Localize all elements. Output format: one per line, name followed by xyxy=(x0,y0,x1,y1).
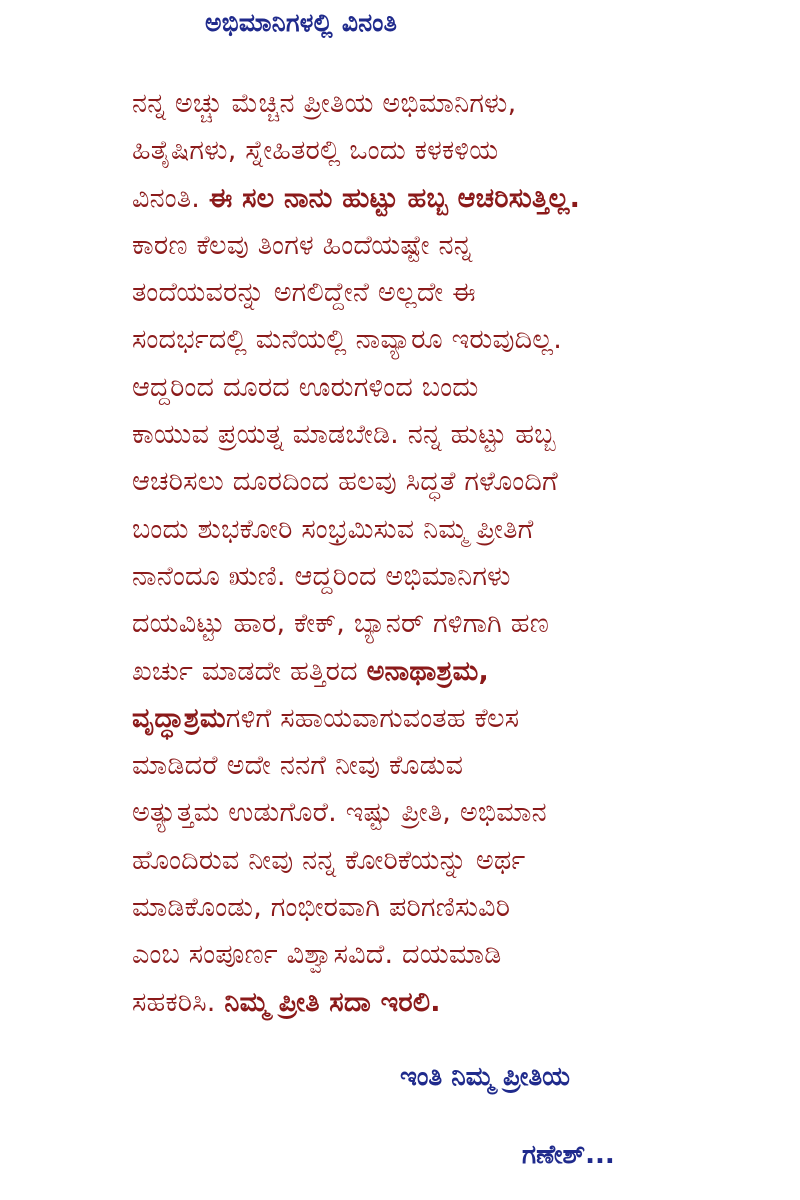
line-text: ಬಂದು ಶುಭಕೋರಿ ಸಂಭ್ರಮಿಸುವ ನಿಮ್ಮ ಪ್ರೀತಿಗೆ xyxy=(132,513,534,545)
letter-line xyxy=(132,506,772,553)
line-bold-text: ಈ ಸಲ ನಾನು ಹುಟ್ಟು ಹಬ್ಬ ಆಚರಿಸುತ್ತಿಲ್ಲ. xyxy=(208,182,581,214)
line-text: ಅತ್ಯುತ್ತಮ ಉಡುಗೊರೆ. ಇಷ್ಟು ಪ್ರೀತಿ, ಅಭಿಮಾನ xyxy=(132,797,547,829)
closing-line: ಇಂತಿ ನಿಮ್ಮ ಪ್ರೀತಿಯ xyxy=(400,1062,570,1092)
letter-line xyxy=(132,175,772,222)
letter-line xyxy=(132,884,772,931)
line-text-after: ಗಳಿಗೆ ಸಹಾಯವಾಗುವಂತಹ ಕೆಲಸ xyxy=(225,702,520,734)
letter-line xyxy=(132,269,772,316)
line-text: ಆಚರಿಸಲು ದೂರದಿಂದ ಹಲವು ಸಿದ್ಧತೆ ಗಳೊಂದಿಗೆ xyxy=(132,466,558,498)
letter-line xyxy=(132,789,772,836)
line-text: ಹೊಂದಿರುವ ನೀವು ನನ್ನ ಕೋರಿಕೆಯನ್ನು ಅರ್ಥ xyxy=(132,844,526,876)
letter-line xyxy=(132,600,772,647)
letter-line xyxy=(132,931,772,978)
letter-line xyxy=(132,411,772,458)
letter-line xyxy=(132,695,772,742)
letter-title: ಅಭಿಮಾನಿಗಳಲ್ಲಿ ವಿನಂತಿ xyxy=(205,8,398,37)
line-text: ಸಂದರ್ಭದಲ್ಲಿ ಮನೆಯಲ್ಲಿ ನಾವ್ಯಾರೂ ಇರುವುದಿಲ್ಲ. xyxy=(132,324,563,356)
line-bold-text: ನಿಮ್ಮ ಪ್ರೀತಿ ಸದಾ ಇರಲಿ. xyxy=(224,986,441,1018)
letter-line xyxy=(132,80,772,127)
letter-line xyxy=(132,222,772,269)
line-text: ತಂದೆಯವರನ್ನು ಅಗಲಿದ್ದೇನೆ ಅಲ್ಲದೇ ಈ xyxy=(132,277,476,309)
letter-line xyxy=(132,316,772,363)
line-bold-text: ಅನಾಥಾಶ್ರಮ, xyxy=(366,655,489,687)
letter-line xyxy=(132,979,772,1026)
line-text: ಮಾಡಿದರೆ ಅದೇ ನನಗೆ ನೀವು ಕೊಡುವ xyxy=(132,750,464,782)
line-bold-text: ವೃದ್ಧಾಶ್ರಮ xyxy=(132,702,226,734)
letter-line xyxy=(132,837,772,884)
line-text: ಮಾಡಿಕೊಂಡು, ಗಂಭೀರವಾಗಿ ಪರಿಗಣಿಸುವಿರಿ xyxy=(132,892,511,924)
letter-line xyxy=(132,742,772,789)
letter-line xyxy=(132,364,772,411)
letter-line xyxy=(132,648,772,695)
line-text: ನಾನೆಂದೂ ಋಣಿ. ಆದ್ದರಿಂದ ಅಭಿಮಾನಿಗಳು xyxy=(132,560,511,592)
line-text: ನನ್ನ ಅಚ್ಚು ಮೆಚ್ಚಿನ ಪ್ರೀತಿಯ ಅಭಿಮಾನಿಗಳು, xyxy=(132,88,517,119)
line-text: ಹಿತೈಷಿಗಳು, ಸ್ನೇಹಿತರಲ್ಲಿ ಒಂದು ಕಳಕಳಿಯ xyxy=(132,135,499,167)
line-text: ಎಂಬ ಸಂಪೂರ್ಣ ವಿಶ್ವಾಸವಿದೆ. ದಯಮಾಡಿ xyxy=(132,939,502,971)
line-text: ದಯವಿಟ್ಟು ಹಾರ, ಕೇಕ್, ಬ್ಯಾನರ್ ಗಳಿಗಾಗಿ ಹಣ xyxy=(132,608,550,640)
signature: ಗಣೇಶ್... xyxy=(522,1140,615,1170)
line-text: ಕಾರಣ ಕೆಲವು ತಿಂಗಳ ಹಿಂದೆಯಷ್ಟೇ ನನ್ನ xyxy=(132,229,473,261)
letter-body xyxy=(132,80,772,1026)
line-text: ಖರ್ಚು ಮಾಡದೇ ಹತ್ತಿರದ xyxy=(132,655,367,687)
letter-line xyxy=(132,553,772,600)
line-text: ಆದ್ದರಿಂದ ದೂರದ ಊರುಗಳಿಂದ ಬಂದು xyxy=(132,371,479,403)
line-text: ವಿನಂತಿ. xyxy=(132,182,209,214)
line-text: ಕಾಯುವ ಪ್ರಯತ್ನ ಮಾಡಬೇಡಿ. ನನ್ನ ಹುಟ್ಟು ಹಬ್ಬ xyxy=(132,419,556,451)
letter-line xyxy=(132,127,772,174)
letter-line xyxy=(132,458,772,505)
line-text: ಸಹಕರಿಸಿ. xyxy=(132,986,225,1018)
